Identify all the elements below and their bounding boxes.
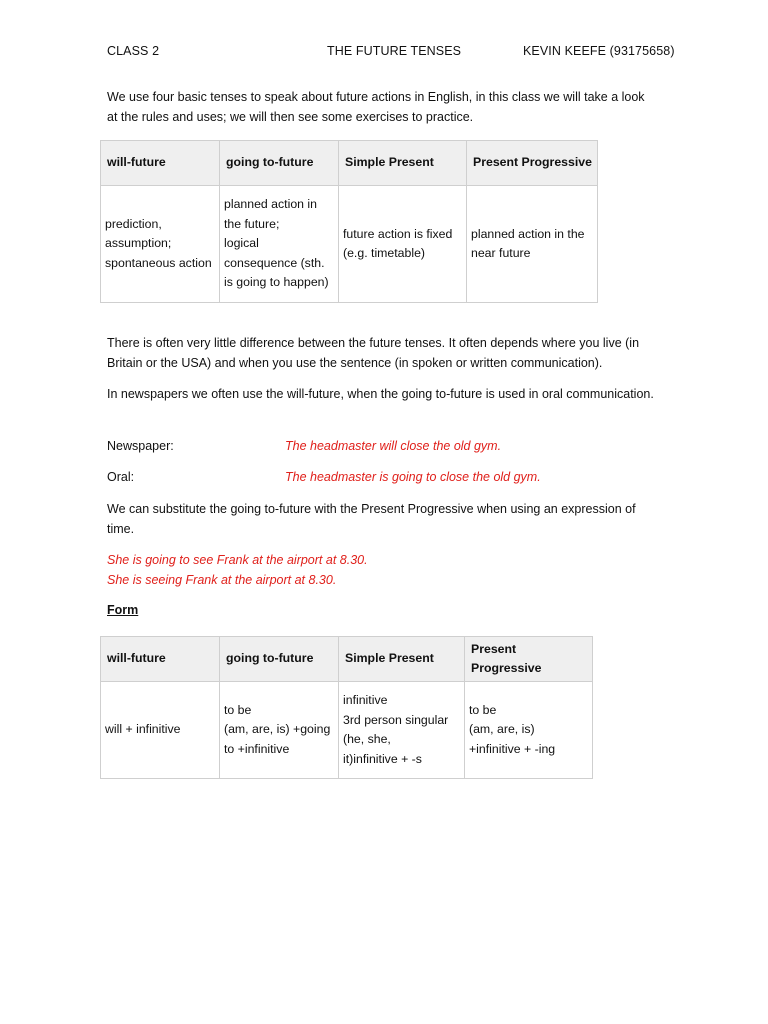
uses-header-will-future: will-future <box>101 141 220 186</box>
form-cell-going-to-future <box>220 682 339 779</box>
uses-table-row <box>101 186 598 303</box>
cell-line: (am, are, is) <box>469 722 535 737</box>
cell-line: (he, she, <box>343 732 391 746</box>
form-cell-will-future <box>101 682 220 779</box>
cell-line: infinitive <box>343 693 388 707</box>
uses-header-simple-present: Simple Present <box>339 141 467 186</box>
cell-line: it)infinitive + -s <box>343 751 422 766</box>
cell-line: future action is fixed <box>343 226 453 241</box>
form-table-header-row <box>101 637 593 682</box>
uses-table <box>100 140 598 303</box>
intro-paragraph: We use four basic tenses to speak about future actions in English, in this class we will take a look at the rules and uses; we will then see some exercises to practice. <box>107 90 645 124</box>
uses-cell-will-future <box>101 186 220 303</box>
header-author: KEVIN KEEFE (93175658) <box>523 44 675 58</box>
cell-line: to be <box>224 702 252 717</box>
example-label-oral: Oral: <box>107 470 135 484</box>
red-example-going-to: She is going to see Frank at the airport at 8.30. <box>107 553 368 567</box>
form-header-will-future: will-future <box>101 637 220 682</box>
substitute-paragraph: We can substitute the going to-future with the Present Progressive when using an expression of time. <box>107 502 636 536</box>
form-header-going-to-future: going to-future <box>220 637 339 682</box>
form-table-row <box>101 682 593 779</box>
uses-cell-going-to-future <box>220 186 339 303</box>
form-header-simple-present: Simple Present <box>339 637 465 682</box>
newspaper-paragraph: In newspapers we often use the will-future, when the going to-future is used in oral communication. <box>107 387 654 401</box>
uses-header-going-to-future: going to-future <box>220 141 339 186</box>
form-cell-simple-present <box>339 682 465 779</box>
uses-table-header-row <box>101 141 598 186</box>
cell-line: assumption; <box>105 236 172 251</box>
difference-paragraph: There is often very little difference between the future tenses. It often depends where you live (in Britain or the USA) and when you use the sentence (in spoken or written communication). <box>107 336 640 370</box>
red-example-progressive: She is seeing Frank at the airport at 8.30. <box>107 573 337 587</box>
cell-line: planned action in the <box>471 226 585 241</box>
cell-line: 3rd person singular <box>343 712 449 727</box>
cell-line: is going to happen) <box>224 275 329 290</box>
example-sentence-newspaper: The headmaster will close the old gym. <box>285 439 502 453</box>
uses-cell-present-progressive <box>467 186 598 303</box>
uses-cell-simple-present <box>339 186 467 303</box>
uses-header-present-progressive: Present Progressive <box>467 141 598 186</box>
cell-line: spontaneous action <box>105 255 212 270</box>
example-sentence-oral: The headmaster is going to close the old gym. <box>285 470 541 484</box>
cell-line: consequence (sth. <box>224 255 325 270</box>
header-title: THE FUTURE TENSES <box>327 44 462 58</box>
cell-line: will + infinitive <box>105 722 181 737</box>
cell-line: to be <box>469 702 497 717</box>
header-class: CLASS 2 <box>107 44 160 58</box>
form-heading: Form <box>107 603 139 617</box>
form-table <box>100 636 593 779</box>
cell-line: near future <box>471 246 531 260</box>
cell-line: (am, are, is) +going <box>224 722 331 737</box>
cell-line: to +infinitive <box>224 741 290 756</box>
form-header-present-progressive: Present Progressive <box>465 637 593 682</box>
example-label-newspaper: Newspaper: <box>107 439 174 453</box>
cell-line: logical <box>224 236 259 251</box>
form-cell-present-progressive <box>465 682 593 779</box>
cell-line: the future; <box>224 216 280 231</box>
cell-line: +infinitive + -ing <box>469 741 556 756</box>
cell-line: prediction, <box>105 216 162 231</box>
cell-line: (e.g. timetable) <box>343 246 426 260</box>
cell-line: planned action in <box>224 197 317 212</box>
